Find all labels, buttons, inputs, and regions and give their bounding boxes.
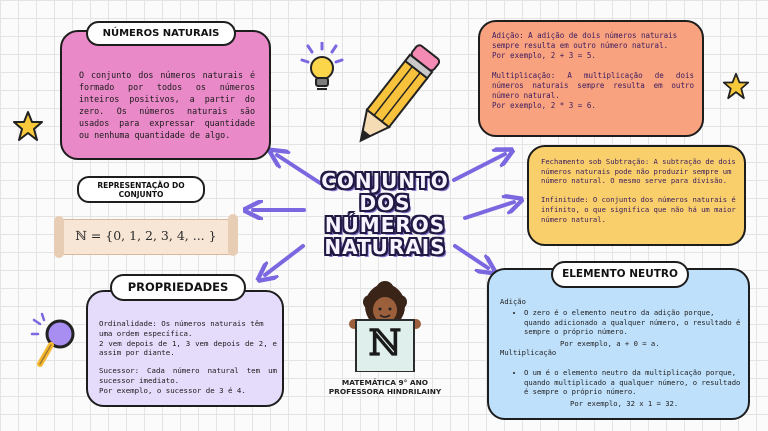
teacher-caption [318,378,452,396]
title-line-3: NÚMEROS [324,213,446,237]
propriedades-heading: PROPRIEDADES [110,274,246,301]
elemento-neutro-heading: ELEMENTO NEUTRO [551,261,689,288]
neutro-mult-item: • O um é o elemento neutro da multiplicação porque, quando multiplicado a qualquer número, o resultado é sempre o próprio número. [524,368,744,396]
operacoes-text: Adição: A adição de dois números naturais sempre resulta em outro número natural. Por exemplo, 2 + 3 = 5. Multiplicação: A multiplicação de dois números naturais sempre resulta em outro número natural. Por exemplo, 2 * 3 = 6. [492,31,694,110]
arrow-propriedades [265,246,303,275]
board-letter: ℕ [368,322,402,364]
caption-line-2: PROFESSORA HINDRILAINY [328,387,442,396]
fechamento-card [527,145,746,246]
numeros-naturais-text: O conjunto dos números naturais é formado por todos os números inteiros positivos, a partir do zero. Os números naturais são usados para expressar quantidade ou nenhuma quantidade de algo. [79,70,255,140]
magnifier-icon [28,312,84,372]
numeros-naturais-card [60,30,271,160]
propriedades-text: Ordinalidade: Os números naturais têm uma ordem específica. 2 vem depois de 1, 3 vem depois de 2, e assim por diante. Sucessor: Cada número natural tem um sucessor imediato. Por exemplo, o sucessor de 3 é 4. [99,319,277,395]
elemento-neutro-text: Adição • O zero é o elemento neutro da adição porque, quando adicionado a qualquer número, o resultado é sempre o próprio número. Por exemplo, a + 0 = a. Multiplicação • O um é o elemento neutro da multiplicação porque, quando multiplicado a qualquer número, o resultado é sempre o próprio número. Por exemplo, 32 x 1 = 32. [500,297,744,408]
caption-line-1: MATEMÁTICA 9° ANO [341,378,429,387]
neutro-add-item: • O zero é o elemento neutro da adição porque, quando adicionado a qualquer número, o resultado é sempre o próprio número. [524,308,744,336]
pencil-icon [342,38,447,158]
formula-scroll [60,219,232,255]
formula-text: ℕ = {0, 1, 2, 3, 4, ... } [75,228,217,243]
arrow-operacoes [454,154,505,180]
title-line-2: DOS [359,191,411,215]
operacoes-card [478,20,704,137]
main-title [310,170,460,258]
elemento-neutro-card [487,268,750,420]
title-line-4: NATURAIS [324,235,446,259]
lightbulb-icon [298,42,346,94]
arrow-fechamento [465,202,514,218]
star-right-icon [722,72,750,100]
fechamento-text: Fechamento sob Subtração: A subtração de dois números naturais pode não produzir sempre um número natural. O mesmo serve para divisão. Infinitude: O conjunto dos números naturais é infinito, o que significa que não há um maior número natural. [541,157,736,224]
numeros-naturais-heading: NÚMEROS NATURAIS [86,21,236,46]
star-left-icon [12,110,44,142]
title-line-1: CONJUNTO [321,169,449,193]
representacao-heading: REPRESENTAÇÃO DO CONJUNTO [77,176,205,203]
propriedades-card [86,290,284,407]
